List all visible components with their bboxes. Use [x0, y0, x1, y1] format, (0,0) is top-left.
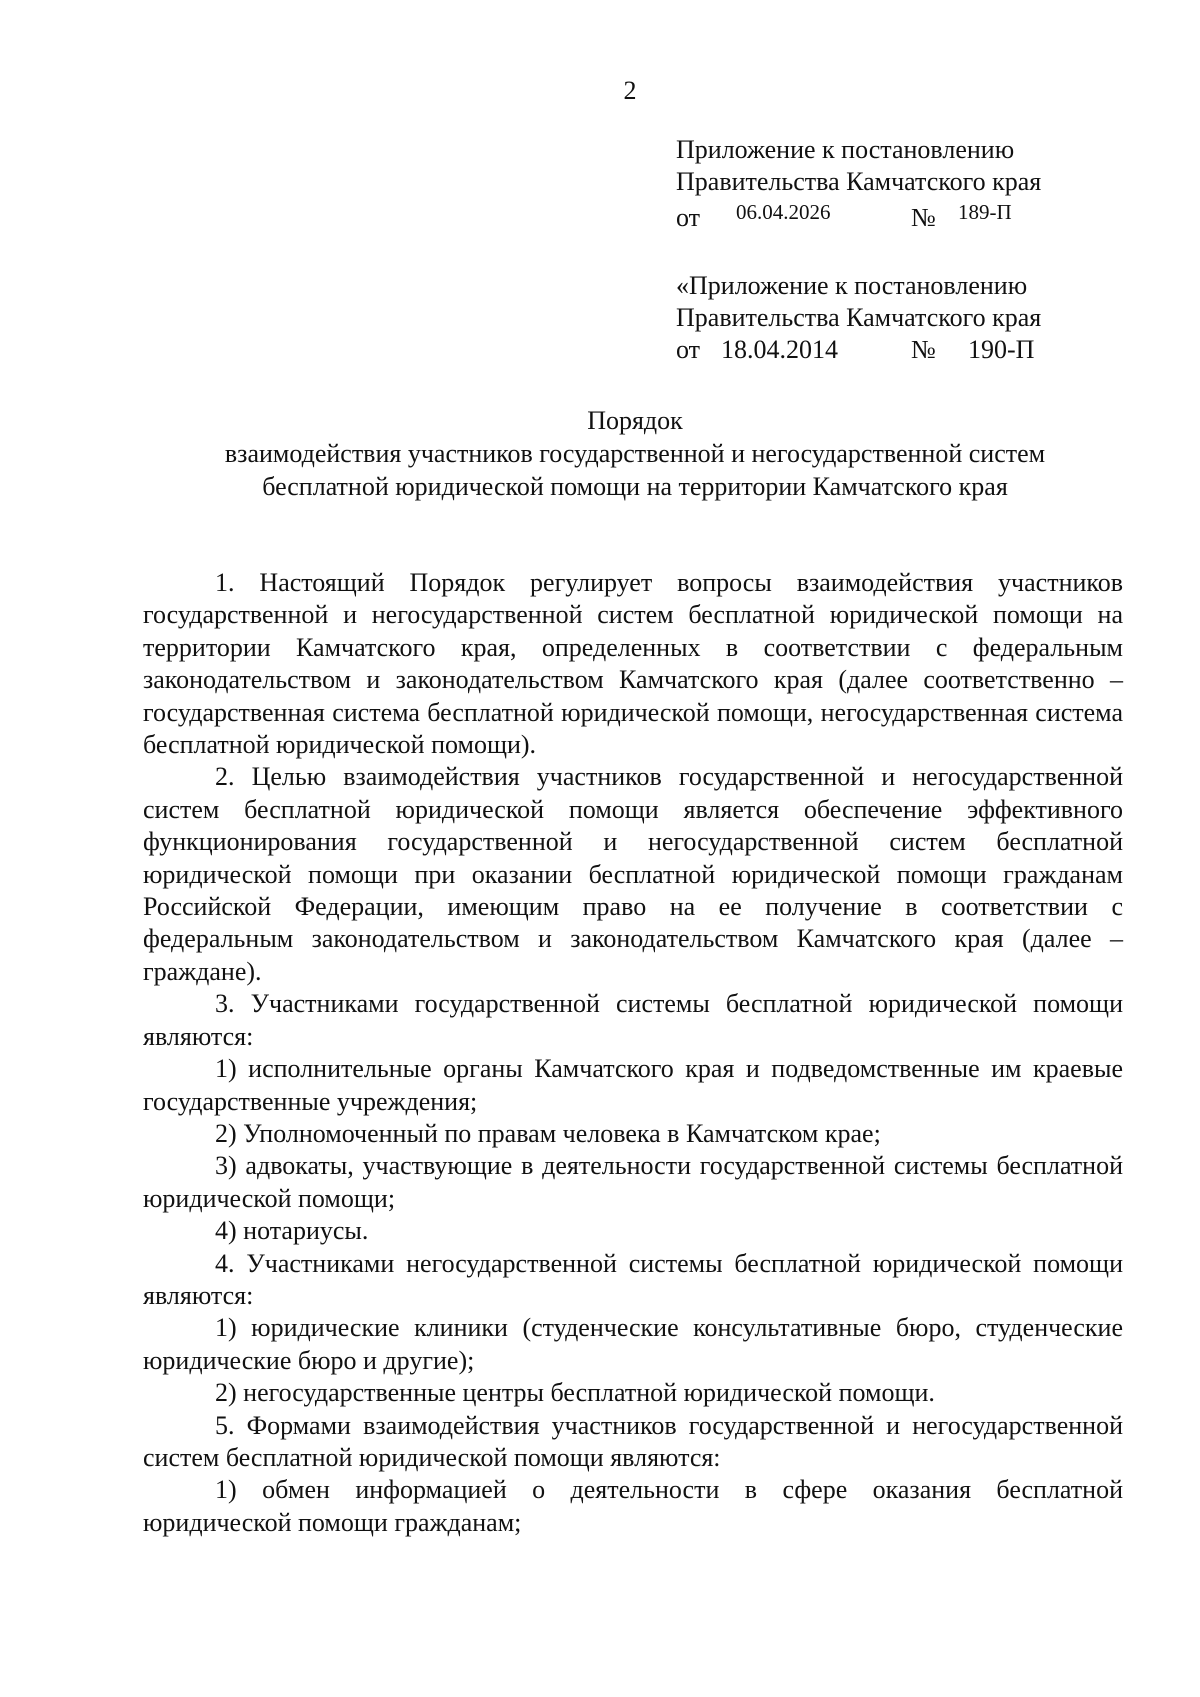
- paragraph: 1) обмен информацией о деятельности в сфере оказания бесплатной юридической помощи гражданам;: [143, 1475, 1123, 1537]
- title-line1: Порядок: [587, 406, 683, 435]
- paragraph: 1) исполнительные органы Камчатского края и подведомственные им краевые государственные учреждения;: [143, 1054, 1123, 1116]
- title-line2: взаимодействия участников государственной и негосударственной систем: [224, 439, 1046, 468]
- paragraph: 3) адвокаты, участвующие в деятельности государственной системы бесплатной юридической помощи;: [143, 1151, 1123, 1213]
- appendix-header-line2: Правительства Камчатского края: [676, 303, 1042, 332]
- document-body: [143, 567, 1123, 1539]
- resolution-number: 190-П: [968, 335, 1035, 364]
- paragraph: 4) нотариусы.: [215, 1216, 369, 1246]
- number-sign: №: [911, 203, 936, 232]
- paragraph: 3. Участниками государственной системы бесплатной юридической помощи являются:: [143, 989, 1123, 1051]
- page-number: 2: [623, 76, 637, 105]
- document-title: [140, 404, 1130, 503]
- resolution-date: 18.04.2014: [721, 335, 838, 364]
- number-sign: №: [911, 335, 936, 364]
- paragraph: 1) юридические клиники (студенческие консультативные бюро, студенческие юридические бюро и другие);: [143, 1313, 1123, 1375]
- date-prefix: от: [676, 203, 701, 232]
- appendix-header-original: [676, 270, 1041, 368]
- appendix-header-current: [676, 134, 1041, 232]
- paragraph: 2) Уполномоченный по правам человека в Камчатском крае;: [215, 1118, 881, 1148]
- appendix-header-line2: Правительства Камчатского края: [676, 167, 1042, 196]
- paragraph: 2) негосударственные центры бесплатной юридической помощи.: [215, 1378, 935, 1408]
- title-line3: бесплатной юридической помощи на территории Камчатского края: [262, 472, 1008, 501]
- paragraph: 5. Формами взаимодействия участников государственной и негосударственной систем бесплатной юридической помощи являются:: [143, 1410, 1123, 1472]
- appendix-header-line1: «Приложение к постановлению: [676, 271, 1028, 300]
- appendix-date-row: [676, 198, 1041, 232]
- paragraph: 1. Настоящий Порядок регулирует вопросы взаимодействия участников государственной и негосударственной систем бесплатной юридической помощи на территории Камчатского края, определенных в соответствии с федеральным законодательством и законодательством Камчатского края (далее соответственно – государственная система бесплатной юридической помощи, негосударственная система бесплатной юридической помощи).: [143, 568, 1123, 760]
- appendix-date-row: [676, 334, 1041, 368]
- resolution-date: 06.04.2026: [736, 200, 831, 224]
- appendix-header-line1: Приложение к постановлению: [676, 135, 1015, 164]
- date-prefix: от: [676, 335, 701, 364]
- paragraph: 2. Целью взаимодействия участников государственной и негосударственной систем бесплатной юридической помощи является обеспечение эффективного функционирования государственной и негосударственной систем бесплатной юридической помощи при оказании бесплатной юридической помощи гражданам Российской Федерации, имеющим право на ее получение в соответствии с федеральным законодательством и законодательством Камчатского края (далее – граждане).: [143, 762, 1123, 986]
- paragraph: 4. Участниками негосударственной системы бесплатной юридической помощи являются:: [143, 1248, 1123, 1310]
- resolution-number: 189-П: [958, 200, 1012, 224]
